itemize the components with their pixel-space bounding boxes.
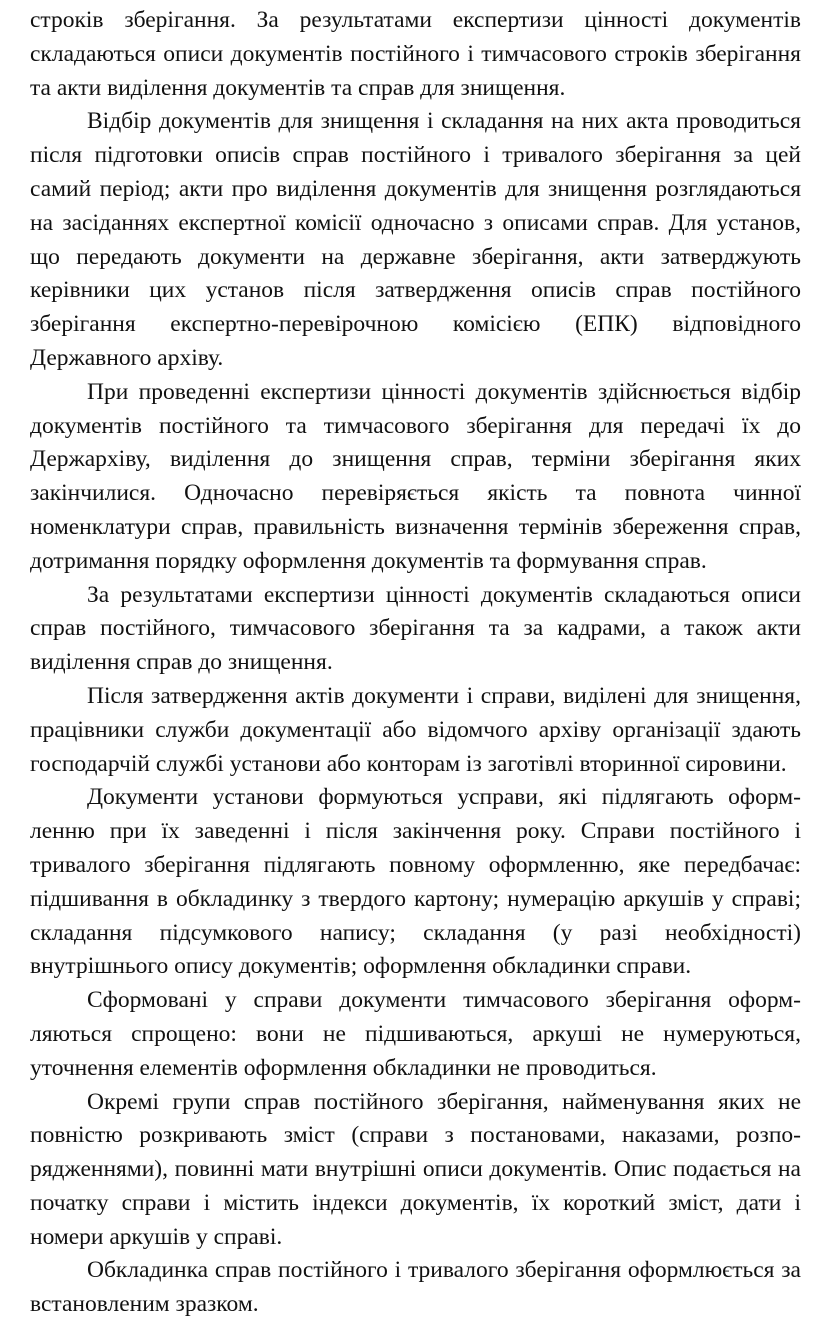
- paragraph-selection-for-destruction: Відбір документів для знищення і складання на них акта проводиться після підготовки описів справ постійного і тривалого зберігання за цей самий період; акти про виділення документів для знищення розглядаються на засіданнях експертної комісії одночасно з описами справ. Для установ, що передають документи на державне зберігання, акти затверджують керівники цих установ після затвердження описів справ постійного зберігання експертно-перевірочною комісією (ЕПК) відповідного Державного архіву.: [30, 108, 801, 371]
- paragraph-file-formation: Документи установи формуються усправи, які підлягають оформленню при їх заведенні і після закінчення року. Справи постійного і тривалого зберігання підлягають повному оформленню, яке передбачає: підшивання в обкладинку з твердого картону; нумерацію аркушів у справі; складання підсумкового напису; складання (у разі необхідності) внутрішнього опису документів; оформлення обкладинки справи.: [30, 784, 801, 980]
- paragraph-expertise-process: При проведенні експертизи цінності документів здійснюється відбір документів постійного та тимчасового зберігання для передачі їх до Держархіву, виділення до знищення справ, терміни зберігання яких закінчилися. Одночасно перевіряється якість та повнота чинної номенклатури справ, правильність визначення термінів збереження справ, дотримання порядку оформлення документів та формування справ.: [30, 378, 801, 574]
- paragraph-temporary-storage: Сформовані у справи документи тимчасового зберігання оформляються спрощено: вони не підшиваються, аркуші не нумеруються, уточнення елементів оформлення обкладинки не проводиться.: [30, 987, 801, 1081]
- paragraph-continuation: строків зберігання. За результатами експертизи цінності документів складаються описи документів постійного і тимчасового строків зберігання та акти виділення документів та справ для знищення.: [30, 7, 801, 101]
- paragraph-expertise-results: За результатами експертизи цінності документів складаються описи справ постійного, тимчасового зберігання та за кадрами, а також акти виділення справ до знищення.: [30, 581, 801, 676]
- paragraph-cover-design: Обкладинка справ постійного і тривалого зберігання оформлюється за встановленим зразком.: [30, 1257, 801, 1318]
- document-page: [30, 4, 801, 1322]
- paragraph-internal-inventories: Окремі групи справ постійного зберігання, найменування яких не повністю розкривають зміст (справи з постановами, наказами, розпорядженнями), повинні мати внутрішні описи документів. Опис подається на початку справи і містить індекси документів, їх короткий зміст, дати і номери аркушів у справі.: [30, 1088, 801, 1250]
- paragraph-after-approval: Після затвердження актів документи і справи, виділені для знищення, працівники служби документації або відомчого архіву організації здають господарчій службі установи або конторам із заготівлі вторинної сировини.: [30, 682, 801, 777]
